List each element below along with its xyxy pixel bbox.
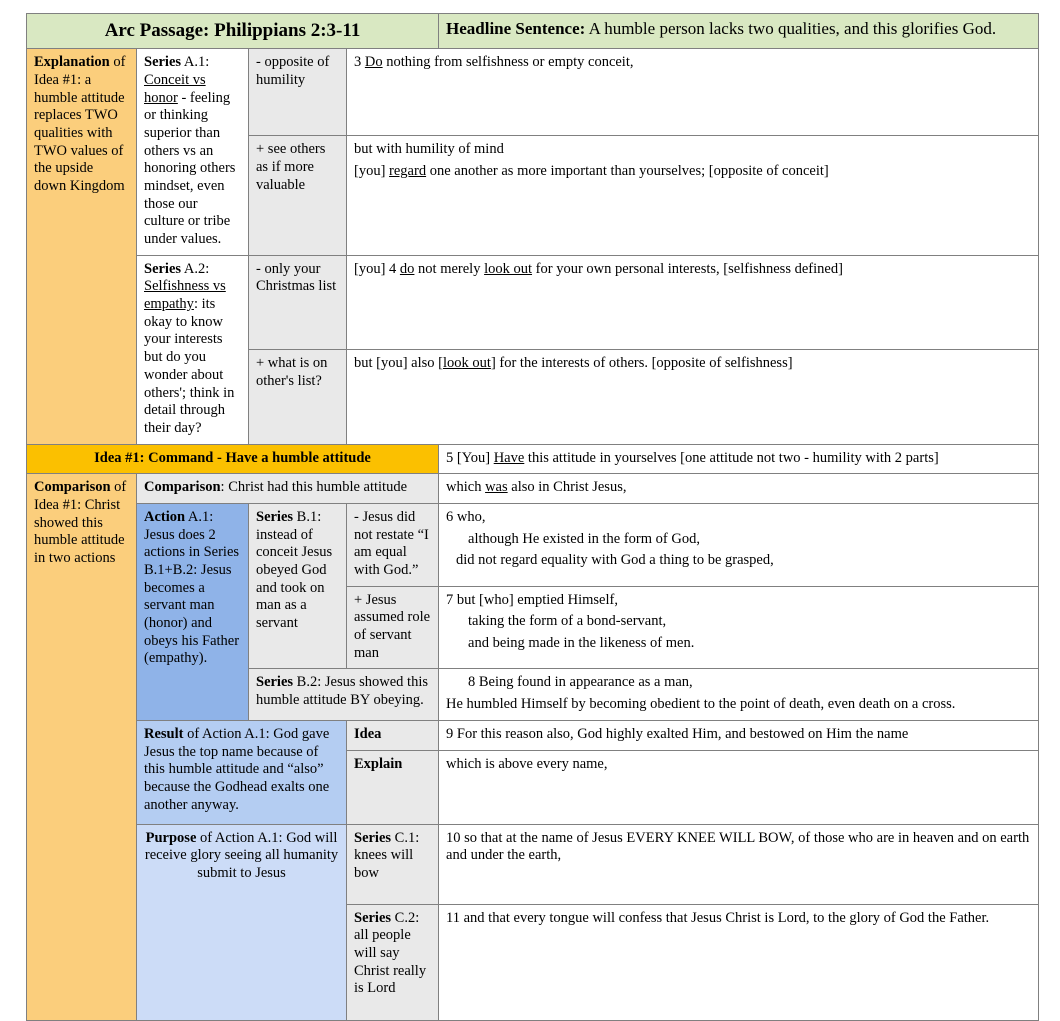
verse-5b-post: also in Christ Jesus, <box>507 479 627 496</box>
series-b1-cell <box>249 503 347 669</box>
headline-sentence-cell <box>439 14 1039 49</box>
series-c2-label: Series <box>354 909 392 926</box>
series-a1-ref: A.1: <box>181 54 210 71</box>
result-note-idea <box>347 720 439 750</box>
result-cell <box>137 720 347 824</box>
verse-10-cell <box>439 824 1039 904</box>
verse-3a-post: nothing from selfishness or empty conceit, <box>382 54 634 71</box>
verse-6-line1: 6 who, <box>446 508 486 525</box>
verse-8-cell <box>439 669 1039 720</box>
verse-11-text: 11 and that every tongue will confess that Jesus Christ is Lord, to the glory of God the Father. <box>446 909 990 926</box>
verse-5-post: this attitude in yourselves [one attitude not two - humility with 2 parts] <box>524 449 939 466</box>
verse-5b-underlined: was <box>485 479 508 496</box>
comparison-text: of Idea #1: Christ showed this humble attitude in two actions <box>34 479 127 567</box>
verse-5b-pre: which <box>446 479 486 496</box>
arc-table <box>26 13 1039 1021</box>
series-a2-text: : its okay to know your interests but do you wonder about others'; think in detail through their day? <box>144 296 235 436</box>
verse-11-cell <box>439 904 1039 1020</box>
verse-5-cell <box>439 444 1039 474</box>
verse-9-cell <box>439 720 1039 750</box>
series-a1-label: Series <box>144 54 182 71</box>
series-a2-underlined: Selfishness vs empathy <box>144 278 226 313</box>
note-a2-minus <box>249 255 347 349</box>
verse-4a-underlined-2: look out <box>484 260 533 277</box>
verse-4a-mid: not merely <box>414 260 485 277</box>
header-row <box>27 14 1039 49</box>
series-c1-text: C.1: knees will bow <box>354 829 420 881</box>
idea-1-banner <box>27 444 439 474</box>
note-b1-plus-text: + Jesus assumed role of servant man <box>354 591 431 661</box>
note-b1-minus <box>347 503 439 586</box>
comparison-row-label: Comparison <box>144 479 221 496</box>
series-a1-underlined: Conceit vs honor <box>144 71 206 106</box>
result-note-explain-text: Explain <box>354 755 403 772</box>
verse-7-line2: taking the form of a bond-servant, <box>468 613 667 630</box>
result-note-idea-text: Idea <box>354 725 382 742</box>
verse-5b-cell <box>439 474 1039 504</box>
verse-9b-cell <box>439 750 1039 824</box>
passage-title-cell <box>27 14 439 49</box>
verse-5-underlined: Have <box>493 449 525 466</box>
series-a2-cell <box>137 255 249 444</box>
row-series-a2-minus <box>27 255 1039 349</box>
result-note-explain <box>347 750 439 824</box>
verse-6-line3: did not regard equality with God a thing to be grasped, <box>456 552 774 569</box>
series-c1-cell <box>347 824 439 904</box>
verse-3a-pre: 3 <box>354 54 365 71</box>
note-a2-plus <box>249 350 347 444</box>
note-a1-plus <box>249 136 347 256</box>
note-a2-minus-text: - only your Christmas list <box>256 260 337 295</box>
note-a1-minus-text: - opposite of humility <box>256 54 330 88</box>
comparison-row-cell <box>137 474 439 504</box>
series-b1-label: Series <box>256 508 294 525</box>
comparison-cell <box>27 474 137 1020</box>
verse-3b-line2-pre: [you] <box>354 162 390 179</box>
verse-4b-post: ] for the interests of others. [opposite of selfishness] <box>490 355 793 372</box>
verse-6-cell <box>439 503 1039 586</box>
headline-label: Headline Sentence: <box>446 19 586 38</box>
row-idea-1 <box>27 444 1039 474</box>
series-b2-cell <box>249 669 439 720</box>
idea-1-text: Idea #1: Command - Have a humble attitude <box>94 449 371 466</box>
verse-7-cell <box>439 586 1039 669</box>
verse-4b-pre: but [you] also [ <box>354 355 443 372</box>
verse-9b-text: which is above every name, <box>446 755 608 772</box>
verse-3b-line2 <box>354 163 1031 181</box>
series-c1-label: Series <box>354 829 392 846</box>
purpose-label: Purpose <box>145 829 197 846</box>
explanation-text: of Idea #1: a humble attitude replaces TWO qualities with TWO values of the upside down Kingdom <box>34 54 126 194</box>
note-a1-plus-text: + see others as if more valuable <box>256 141 326 193</box>
row-result-idea <box>27 720 1039 750</box>
verse-5-pre: 5 [You] <box>446 449 494 466</box>
verse-3b-cell <box>347 136 1039 256</box>
result-text: of Action A.1: God gave Jesus the top name because of this humble attitude and “also” because the Godhead exalts one another anyway. <box>144 725 330 813</box>
series-c2-text: C.2: all people will say Christ really is Lord <box>354 909 427 997</box>
comparison-row-text: : Christ had this humble attitude <box>220 479 408 496</box>
result-label: Result <box>144 725 184 742</box>
series-b2-text: B.2: Jesus showed this humble attitude BY obeying. <box>256 674 428 709</box>
row-series-b1-minus <box>27 503 1039 586</box>
action-a1-cell <box>137 503 249 720</box>
passage-title: Arc Passage: Philippians 2:3-11 <box>104 20 361 41</box>
verse-3b-line1: but with humility of mind <box>354 141 504 158</box>
row-series-c1 <box>27 824 1039 904</box>
explanation-cell <box>27 49 137 444</box>
verse-6-line2: although He existed in the form of God, <box>468 530 700 547</box>
verse-7-line1: 7 but [who] emptied Himself, <box>446 591 618 608</box>
series-c2-cell <box>347 904 439 1020</box>
verse-4a-post: for your own personal interests, [selfishness defined] <box>532 260 843 277</box>
note-b1-minus-text: - Jesus did not restate “I am equal with God.” <box>354 508 429 579</box>
verse-3b-line2-underlined: regard <box>389 162 427 179</box>
series-a1-cell <box>137 49 249 256</box>
action-a1-text: A.1: Jesus does 2 actions in Series B.1+B.2: Jesus becomes a servant man (honor) and obeys his Father (empathy). <box>144 508 240 667</box>
arc-diagram-sheet <box>26 13 1038 1021</box>
action-a1-label: Action <box>144 508 186 525</box>
verse-3a-underlined: Do <box>364 54 383 71</box>
series-a2-label: Series <box>144 260 182 277</box>
purpose-text: of Action A.1: God will receive glory seeing all humanity submit to Jesus <box>144 829 339 881</box>
verse-4a-cell <box>347 255 1039 349</box>
series-b1-text: B.1: instead of conceit Jesus obeyed God and took on man as a servant <box>256 508 333 632</box>
verse-3a-cell <box>347 49 1039 136</box>
verse-4b-cell <box>347 350 1039 444</box>
verse-9-text: 9 For this reason also, God highly exalted Him, and bestowed on Him the name <box>446 725 909 742</box>
verse-8-line1: 8 Being found in appearance as a man, <box>468 674 693 691</box>
note-a1-minus <box>249 49 347 136</box>
series-b2-label: Series <box>256 674 294 691</box>
verse-10-text: 10 so that at the name of Jesus EVERY KNEE WILL BOW, of those who are in heaven and on earth and under the earth, <box>446 829 1030 864</box>
verse-3b-line2-post: one another as more important than yourselves; [opposite of conceit] <box>426 162 829 179</box>
note-b1-plus <box>347 586 439 669</box>
headline-text: A humble person lacks two qualities, and this glorifies God. <box>585 19 997 38</box>
verse-8-line2: He humbled Himself by becoming obedient to the point of death, even death on a cross. <box>446 696 956 713</box>
purpose-cell <box>137 824 347 1020</box>
comparison-label: Comparison <box>34 479 111 496</box>
row-comparison <box>27 474 1039 504</box>
note-a2-plus-text: + what is on other's list? <box>256 355 328 389</box>
verse-4a-pre: [you] 4 <box>354 260 400 277</box>
row-series-a1-minus <box>27 49 1039 136</box>
verse-4b-underlined: look out <box>443 355 491 372</box>
verse-7-line3: and being made in the likeness of men. <box>468 635 695 652</box>
series-a1-text: - feeling or thinking superior than others vs an honoring others mindset, even those our culture or tribe under values. <box>144 89 236 248</box>
series-a2-ref: A.2: <box>181 260 210 277</box>
explanation-label: Explanation <box>34 54 110 71</box>
verse-4a-underlined-1: do <box>399 260 415 277</box>
